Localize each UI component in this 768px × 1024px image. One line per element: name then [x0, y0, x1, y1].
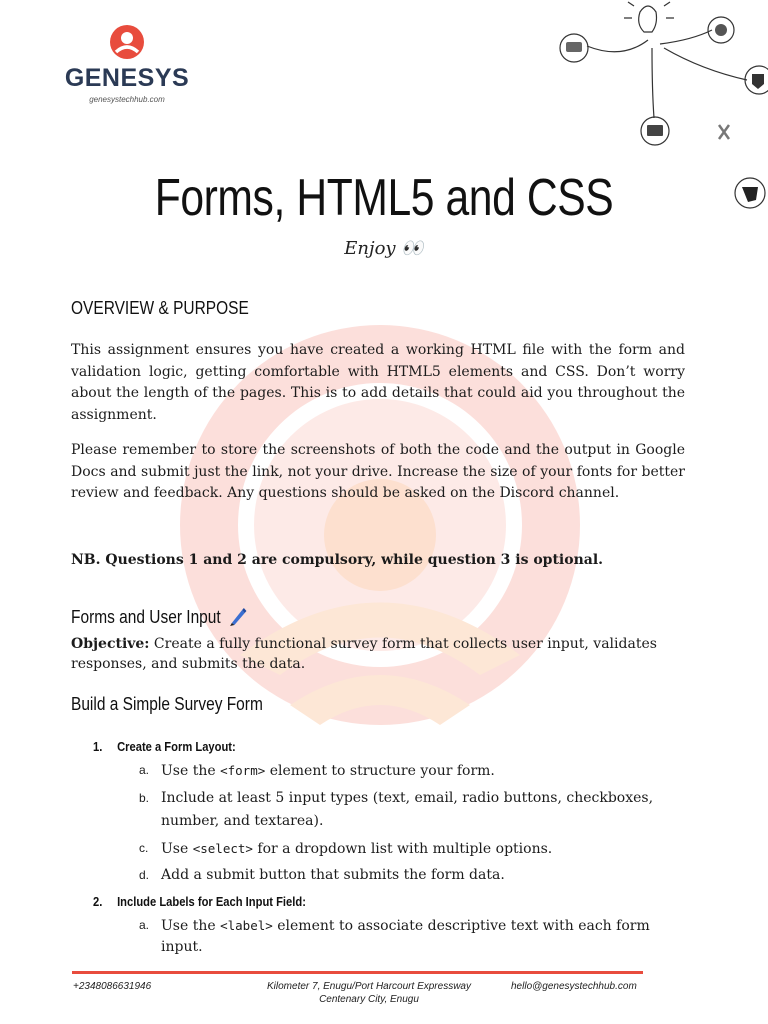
forms-section-heading: [71, 606, 599, 628]
list-item-2-heading: [93, 894, 602, 909]
compulsory-note: NB. Questions 1 and 2 are compulsory, while question 3 is optional.: [71, 551, 604, 568]
inline-code: <select>: [192, 840, 253, 856]
list-item: [71, 838, 685, 860]
list-item-text: Use the: [161, 917, 221, 934]
objective-paragraph: [71, 634, 685, 674]
list-item: [71, 760, 685, 782]
list-item-2-number: 2.: [93, 893, 103, 909]
brand-logo: [62, 22, 192, 104]
list-item-1-number: 1.: [93, 738, 103, 754]
genesys-logo-icon: [109, 22, 145, 62]
overview-paragraph-2: Please remember to store the screenshots of both the code and the output in Google Docs and submit just the link, not your drive. Increase the size of your fonts for better review and feedback. Any questions should be asked on the Discord channel.: [71, 442, 685, 501]
footer-phone: +2348086631946: [73, 981, 152, 992]
document-body: [71, 298, 685, 958]
document-subtitle: Enjoy 👀: [344, 238, 424, 259]
item-2-sublist: [71, 915, 685, 958]
pen-icon: [228, 606, 247, 626]
inline-code: <form>: [220, 762, 266, 778]
brand-name: GENESYS: [64, 64, 190, 92]
overview-paragraph-1: This assignment ensures you have created a working HTML file with the form and validation logic, getting comfortable with HTML5 elements and CSS. Don’t worry about the length of the pages. This is to add details that could aid you throughout the assignment.: [71, 342, 685, 423]
list-item-letter: a.: [139, 762, 150, 777]
overview-heading: OVERVIEW & PURPOSE: [71, 298, 249, 318]
list-item-text: Use the: [161, 762, 221, 779]
list-item-text: Use: [161, 840, 193, 857]
item-1-sublist: [71, 760, 685, 886]
list-item-letter: a.: [139, 917, 150, 932]
document-title: Forms, HTML5 and CSS: [154, 169, 614, 227]
list-item: [71, 787, 685, 833]
list-item-text: element to structure your form.: [265, 762, 495, 779]
list-item: [71, 915, 685, 958]
footer-divider: [72, 971, 643, 974]
list-item-letter: d.: [139, 867, 150, 882]
footer-address: [226, 981, 512, 1005]
list-item: [71, 865, 685, 886]
list-item-2-label: Include Labels for Each Input Field:: [117, 893, 306, 909]
list-item-text: Include at least 5 input types (text, email, radio buttons, checkboxes, number, and textarea).: [161, 789, 654, 829]
objective-text: Create a fully functional survey form that collects user input, validates responses, and submits the data.: [71, 635, 657, 672]
footer-address-line-1: Kilometer 7, Enugu/Port Harcourt Expressway: [267, 981, 471, 992]
forms-section-heading-text: Forms and User Input: [71, 606, 221, 627]
list-item-text: Add a submit button that submits the form data.: [161, 866, 505, 883]
list-item-1-heading: [93, 739, 602, 754]
list-item-text: for a dropdown list with multiple options.: [252, 840, 553, 857]
footer-email: hello@genesystechhub.com: [511, 981, 637, 992]
survey-form-heading: Build a Simple Survey Form: [71, 693, 263, 714]
list-item-1-label: Create a Form Layout:: [117, 738, 236, 754]
objective-label: Objective:: [71, 635, 150, 652]
brand-url: genesystechhub.com: [89, 95, 165, 104]
inline-code: <label>: [220, 917, 273, 933]
list-item-letter: b.: [139, 790, 150, 805]
list-item-text: element to associate descriptive text with each form input.: [161, 917, 650, 955]
footer-address-line-2: Centenary City, Enugu: [319, 994, 419, 1005]
list-item-letter: c.: [139, 840, 149, 855]
